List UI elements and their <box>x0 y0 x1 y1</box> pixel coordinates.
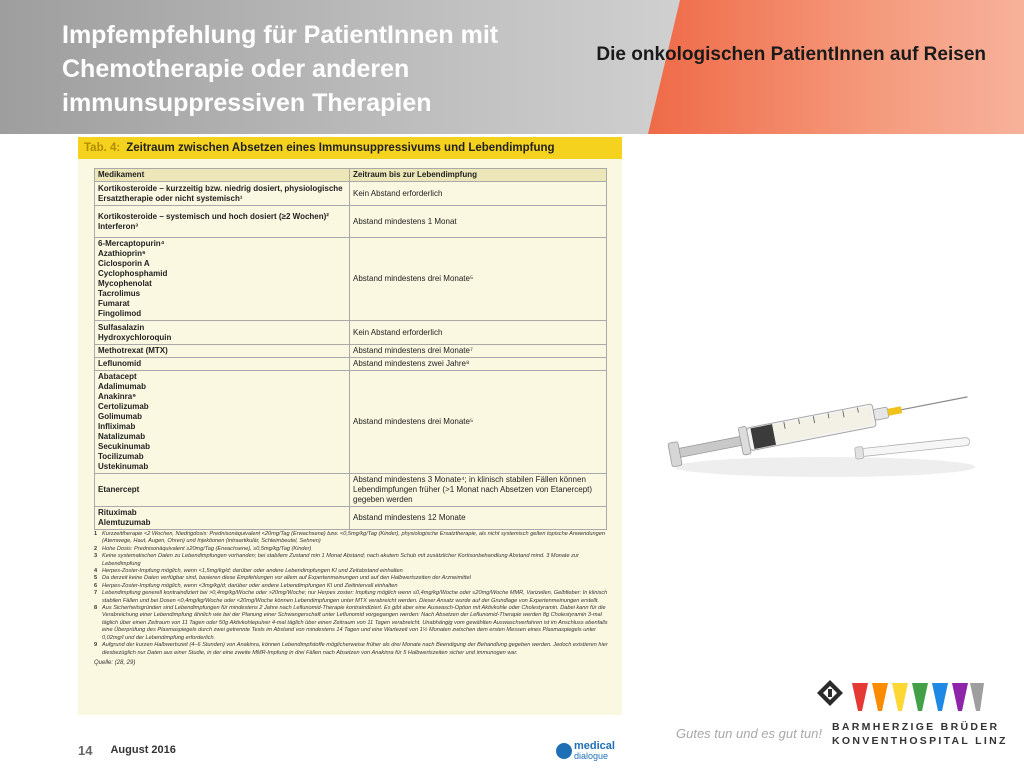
interval-cell: Kein Abstand erforderlich <box>350 321 607 345</box>
interval-cell: Abstand mindestens 3 Monate⁴; in klinisch stabilen Fällen können Lebendimpfungen früher (>1 Monat nach Absetzen von Etanercept) gegeben werden <box>350 474 607 507</box>
medical-dialogue-logo: medical dialogue <box>556 739 628 763</box>
interval-cell: Abstand mindestens drei Monate⁷ <box>350 345 607 358</box>
table-caption: Zeitraum zwischen Absetzen eines Immunsuppressivums und Lebendimpfung <box>126 142 555 154</box>
footer-date: August 2016 <box>110 744 176 756</box>
medication-cell: Methotrexat (MTX) <box>95 345 350 358</box>
table-header-row <box>95 169 607 182</box>
table-caption-bar <box>78 137 622 159</box>
interval-cell: Abstand mindestens zwei Jahre⁸ <box>350 358 607 371</box>
slide-title: Impfempfehlung für PatientInnen mit Chemotherapie oder anderen immunsuppressiven Therapien <box>62 21 499 117</box>
table-row <box>95 371 607 474</box>
medication-cell: Kortikosteroide – systemisch und hoch dosiert (≥2 Wochen)² Interferon³ <box>95 206 350 238</box>
interval-cell: Abstand mindestens drei Monate⁵ <box>350 238 607 321</box>
footnote: 6 Herpes-Zoster-Impfung möglich, wenn <3mg/kg/d; darüber oder andere Lebendimpfungen KI und Zeitintervall einhalten <box>94 582 398 589</box>
medication-cell: Abatacept Adalimumab Anakinra⁹ Certolizumab Golimumab Infliximab Natalizumab Secukinumab Tocilizumab Ustekinumab <box>95 371 350 474</box>
medication-cell: Etanercept <box>95 474 350 507</box>
table-row <box>95 238 607 321</box>
medication-cell: Kortikosteroide – kurzzeitig bzw. niedrig dosiert, physiologische Ersatztherapie oder nicht systemisch¹ <box>95 182 350 206</box>
table-source: Quelle: (28, 29) <box>94 659 136 666</box>
page-number: 14 <box>78 742 93 758</box>
table-figure <box>78 137 622 715</box>
syringe-image <box>655 375 980 485</box>
footnote: 2 Hohe Dosis: Prednisonäquivalent ≥20mg/Tag (Erwachsene), ≥0,5mg/kg/Tag (Kinder) <box>94 545 312 552</box>
footnote: 5 Da derzeit keine Daten verfügbar sind, basieren diese Empfehlungen vor allem auf Expertenmeinungen und auf den Halbwertszeiten der Arzneimittel <box>94 575 471 582</box>
hospital-logo <box>816 679 986 715</box>
footnote: 3 Keine systematischen Daten zu Lebendimpfungen vorhanden; bei stabilem Zustand min 1 Monat Abstand; nach akutem Schub mit zusätzlicher Kortisonbehandlung Abstand mind. 3 Monate zur Lebendimpfung <box>94 553 579 567</box>
tagline: Gutes tun und es gut tun! <box>676 726 822 741</box>
interval-cell: Kein Abstand erforderlich <box>350 182 607 206</box>
logo-circle-icon <box>556 743 572 759</box>
footnote: 4 Herpes-Zoster-Impfung möglich, wenn <1,5mg/kg/d; darüber oder andere Lebendimpfungen KI und Zeitabstand einhalten <box>94 568 403 575</box>
table-row <box>95 474 607 507</box>
section-title: Die onkologischen PatientInnen auf Reisen <box>596 44 986 65</box>
footnotes <box>94 531 608 667</box>
medication-cell: Rituximab Alemtuzumab <box>95 507 350 530</box>
table-row <box>95 206 607 238</box>
footnote: 1 Kurzzeittherapie <2 Wochen, Niedrigdosis: Prednisonäquivalent <20mg/Tag (Erwachsene) bzw. <0,5mg/kg/Tag (Kinder), physiologische Ersatztherapie, als nicht systemisch gelten topische Anwendungen (Atemwege, Haut, Augen, Ohren) und Injektionen (intraartikulär, Schleimbeutel, Sehnen) <box>94 531 605 545</box>
medication-cell: Sulfasalazin Hydroxychloroquin <box>95 321 350 345</box>
medication-cell: 6-Mercaptopurin⁴ Azathioprin⁶ Ciclosporin A Cyclophosphamid Mycophenolat Tacrolimus Fumarat Fingolimod <box>95 238 350 321</box>
table-row <box>95 182 607 206</box>
interval-cell: Abstand mindestens 1 Monat <box>350 206 607 238</box>
footnote: 9 Aufgrund der kurzen Halbwertszeit (4–6 Stunden) von Anakinra, können Lebendimpfstoffe möglicherweise früher als drei Monate nach Beendigung der Behandlung gegeben werden. Jedoch existieren hier diesbezüglich nur Daten aus einer Studie, in der eine zweite MMR-Impfung in drei Fällen nach Absetzen von Anakinra für 5 Halbwertszeiten sicher und immunogen war. <box>94 642 608 656</box>
organization-name: BARMHERZIGE BRÜDER KONVENTHOSPITAL LINZ <box>832 721 1008 747</box>
medication-cell: Leflunomid <box>95 358 350 371</box>
interval-cell: Abstand mindestens drei Monate⁵ <box>350 371 607 474</box>
table-row <box>95 358 607 371</box>
table-number: Tab. 4: <box>84 142 121 154</box>
table-row <box>95 321 607 345</box>
footnote: 7 Lebendimpfung generell kontraindiziert bei >0,4mg/kg/Woche oder >20mg/Woche; nur Herpes zoster: Impfung möglich wenn ≤0,4mg/kg/Woche oder ≤20mg/Woche MMR, Varizellen, Gelbfieber: In klinisch stabilen Fällen und bei Dosen <0,4mg/kg/Woche oder <20mg/Woche können Lebendimpfungen unter MTX verabreicht werden. Dieser Ansatz wurde auf der Grundlage von Expertenmeinungen erstellt. <box>94 590 608 604</box>
col-header-medication: Medikament <box>95 169 350 182</box>
table-row <box>95 345 607 358</box>
table-row <box>95 507 607 530</box>
interval-cell: Abstand mindestens 12 Monate <box>350 507 607 530</box>
footer-left <box>78 740 176 760</box>
medication-table <box>94 168 607 530</box>
footnote: 8 Aus Sicherheitsgründen sind Lebendimpfungen für mindestens 2 Jahre nach Leflunomid-Therapie kontraindiziert. Es gibt aber eine Auswasch-Option mit Aktivkohle oder Cholestyramin. Dabei kann für die Verabreichung einer Lebendimpfung ähnlich wie bei der Planung einer Schwangerschaft unter Leflunomid vorgegangen werden: Nach Absetzen der Leflunomid-Therapie werden 8g Cholestyramin 3-mal täglich über einen Zeitraum von 11 Tagen oder 50g Aktivkohlepulver 4-mal täglich über einen Zeitraum von 11 Tagen verabreicht. Unabhängig vom gewählten Auswaschverfahren ist im Anschluss ebenfalls eine Überprüfung des Plasmaspiegels durch zwei getrennte Tests im Abstand von mindestens 14 Tagen und eine Wartezeit von 1½ Monaten zwischen dem ersten Messen eines Plasmaspiegels unter 0,02mg/l und der Lebendimpfung erforderlich. <box>94 605 608 641</box>
col-header-interval: Zeitraum bis zur Lebendimpfung <box>350 169 607 182</box>
